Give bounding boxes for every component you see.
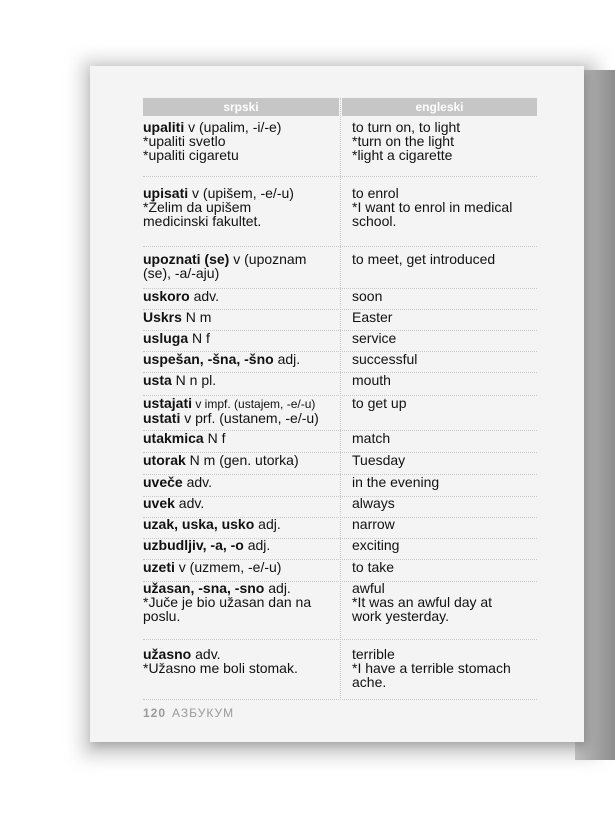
english-entry (352, 289, 537, 303)
headword: Uskrs (143, 309, 182, 325)
headword: usta (143, 372, 172, 388)
english-line: mouth (352, 372, 391, 388)
grammar-info: adj. (273, 351, 301, 367)
grammar-info: N m (gen. utorka) (185, 452, 299, 468)
english-line: *It was an awful day at (352, 594, 493, 610)
english-line: school. (352, 213, 397, 229)
english-entry (352, 352, 537, 366)
serbian-line (143, 647, 341, 661)
serbian-line (143, 453, 341, 467)
serbian-line (143, 396, 341, 411)
english-entry (352, 453, 537, 467)
grammar-info: v (uzmem, -e/-u) (174, 559, 282, 575)
english-line: to enrol (352, 185, 399, 201)
grammar-info: N f (203, 430, 226, 446)
table-row (143, 252, 537, 289)
grammar-info: medicinski fakultet. (143, 213, 262, 229)
table-row (143, 496, 537, 518)
english-line: ache. (352, 674, 387, 690)
serbian-entry (143, 517, 341, 531)
english-line: Easter (352, 309, 393, 325)
serbian-line (143, 331, 341, 345)
table-row (143, 396, 537, 431)
english-line: in the evening (352, 474, 440, 490)
grammar-info: N f (188, 330, 210, 346)
serbian-line (143, 581, 341, 595)
headword: ustati (143, 410, 181, 426)
table-row (143, 331, 537, 352)
serbian-line (143, 411, 341, 425)
serbian-line (143, 517, 341, 531)
serbian-entry (143, 120, 341, 162)
serbian-line (143, 266, 341, 280)
table-row (143, 647, 537, 700)
serbian-entry (143, 560, 341, 574)
headword: upisati (143, 185, 189, 201)
serbian-line (143, 289, 341, 303)
grammar-info: v prf. (ustanem, -e/-u) (180, 410, 319, 426)
grammar-info: v (upoznam (229, 251, 307, 267)
english-line: to get up (352, 395, 407, 411)
english-entry (352, 186, 537, 228)
serbian-line (143, 186, 341, 200)
english-entry (352, 396, 537, 410)
headword: užasan, -sna, -sno (143, 580, 265, 596)
english-entry (352, 647, 537, 689)
english-line: terrible (352, 646, 395, 662)
headword: uzak, uska, usko (143, 516, 255, 532)
serbian-line (143, 134, 341, 148)
serbian-line (143, 431, 341, 445)
english-line: work yesterday. (352, 608, 449, 624)
grammar-info: adj. (243, 537, 271, 553)
grammar-info: adv. (182, 474, 213, 490)
grammar-info: poslu. (143, 608, 181, 624)
headword: uspešan, -šna, -šno (143, 351, 274, 367)
serbian-entry (143, 496, 341, 510)
table-row (143, 538, 537, 560)
english-entry (352, 581, 537, 623)
headword: utakmica (143, 430, 204, 446)
english-entry (352, 560, 537, 574)
table-row (143, 289, 537, 310)
serbian-entry (143, 647, 341, 675)
serbian-entry (143, 431, 341, 445)
serbian-entry (143, 538, 341, 552)
table-row (143, 120, 537, 177)
grammar-info: v impf. (ustajem, -e/-u) (192, 397, 316, 411)
serbian-entry (143, 581, 341, 623)
serbian-entry (143, 252, 341, 280)
english-entry (352, 331, 537, 345)
serbian-line (143, 120, 341, 134)
serbian-entry (143, 475, 341, 489)
serbian-entry (143, 310, 341, 324)
table-row (143, 373, 537, 396)
headword: upaliti (143, 119, 185, 135)
headword: upoznati (se) (143, 251, 230, 267)
serbian-line (143, 352, 341, 366)
english-entry (352, 120, 537, 162)
serbian-line (143, 214, 341, 228)
grammar-info: N n pl. (171, 372, 217, 388)
serbian-line (143, 496, 341, 510)
serbian-entry (143, 186, 341, 228)
table-row (143, 352, 537, 373)
english-line: *I have a terrible stomach (352, 660, 511, 676)
header-serbian: srpski (143, 98, 339, 116)
table-row (143, 581, 537, 640)
serbian-line (143, 252, 341, 266)
english-entry (352, 373, 537, 387)
english-entry (352, 538, 537, 552)
headword: uveče (143, 474, 183, 490)
english-line: *light a cigarette (352, 147, 453, 163)
headword: uzbudljiv, -a, -o (143, 537, 244, 553)
english-entry (352, 431, 537, 445)
table-row (143, 431, 537, 453)
grammar-info: *Želim da upišem (143, 199, 252, 215)
english-entry (352, 310, 537, 324)
english-line: match (352, 430, 391, 446)
headword: uvek (143, 495, 175, 511)
table-row (143, 475, 537, 497)
english-line: successful (352, 351, 418, 367)
serbian-entry (143, 373, 341, 387)
serbian-entry (143, 453, 341, 467)
table-row (143, 186, 537, 247)
book-title: АЗБУКУМ (172, 706, 235, 720)
serbian-entry (143, 331, 341, 345)
english-line: always (352, 495, 395, 511)
english-entry (352, 475, 537, 489)
headword: usluga (143, 330, 189, 346)
english-line: Tuesday (352, 452, 406, 468)
grammar-info: adv. (189, 288, 219, 304)
english-line: exciting (352, 537, 400, 553)
headword: ustajati (143, 395, 193, 411)
english-line: to take (352, 559, 395, 575)
grammar-info: adj. (254, 516, 281, 532)
english-entry (352, 517, 537, 531)
table-row (143, 453, 537, 475)
serbian-line (143, 475, 341, 489)
grammar-info: N m (181, 309, 212, 325)
serbian-line (143, 538, 341, 552)
grammar-info: *upaliti svetlo (143, 133, 226, 149)
grammar-info: adj. (264, 580, 291, 596)
english-entry (352, 496, 537, 510)
serbian-line (143, 560, 341, 574)
english-line: *I want to enrol in medical (352, 199, 513, 215)
english-line: soon (352, 288, 383, 304)
grammar-info: (se), -a/-aju) (143, 265, 220, 281)
table-row (143, 517, 537, 539)
english-entry (352, 252, 537, 266)
english-line: narrow (352, 516, 395, 532)
serbian-line (143, 609, 341, 623)
page-footer (143, 706, 234, 720)
serbian-line (143, 148, 341, 162)
table-row (143, 560, 537, 582)
serbian-entry (143, 289, 341, 303)
serbian-line (143, 595, 341, 609)
english-line: awful (352, 580, 385, 596)
grammar-info: adv. (174, 495, 205, 511)
headword: užasno (143, 646, 192, 662)
serbian-line (143, 310, 341, 324)
serbian-entry (143, 396, 341, 425)
grammar-info: *Užasno me boli stomak. (143, 660, 298, 676)
grammar-info: v (upišem, -e/-u) (188, 185, 294, 201)
grammar-info: *upaliti cigaretu (143, 147, 239, 163)
grammar-info: *Juče je bio užasan dan na (143, 594, 312, 610)
serbian-line (143, 661, 341, 675)
grammar-info: v (upalim, -i/-e) (184, 119, 282, 135)
headword: uzeti (143, 559, 175, 575)
header-english: engleski (342, 98, 537, 116)
english-line: service (352, 330, 397, 346)
english-line: to turn on, to light (352, 119, 461, 135)
grammar-info: adv. (191, 646, 221, 662)
english-line: to meet, get introduced (352, 251, 496, 267)
english-line: *turn on the light (352, 133, 454, 149)
serbian-line (143, 200, 341, 214)
serbian-entry (143, 352, 341, 366)
page-number: 120 (143, 706, 167, 720)
headword: uskoro (143, 288, 190, 304)
table-row (143, 310, 537, 331)
serbian-line (143, 373, 341, 387)
headword: utorak (143, 452, 186, 468)
